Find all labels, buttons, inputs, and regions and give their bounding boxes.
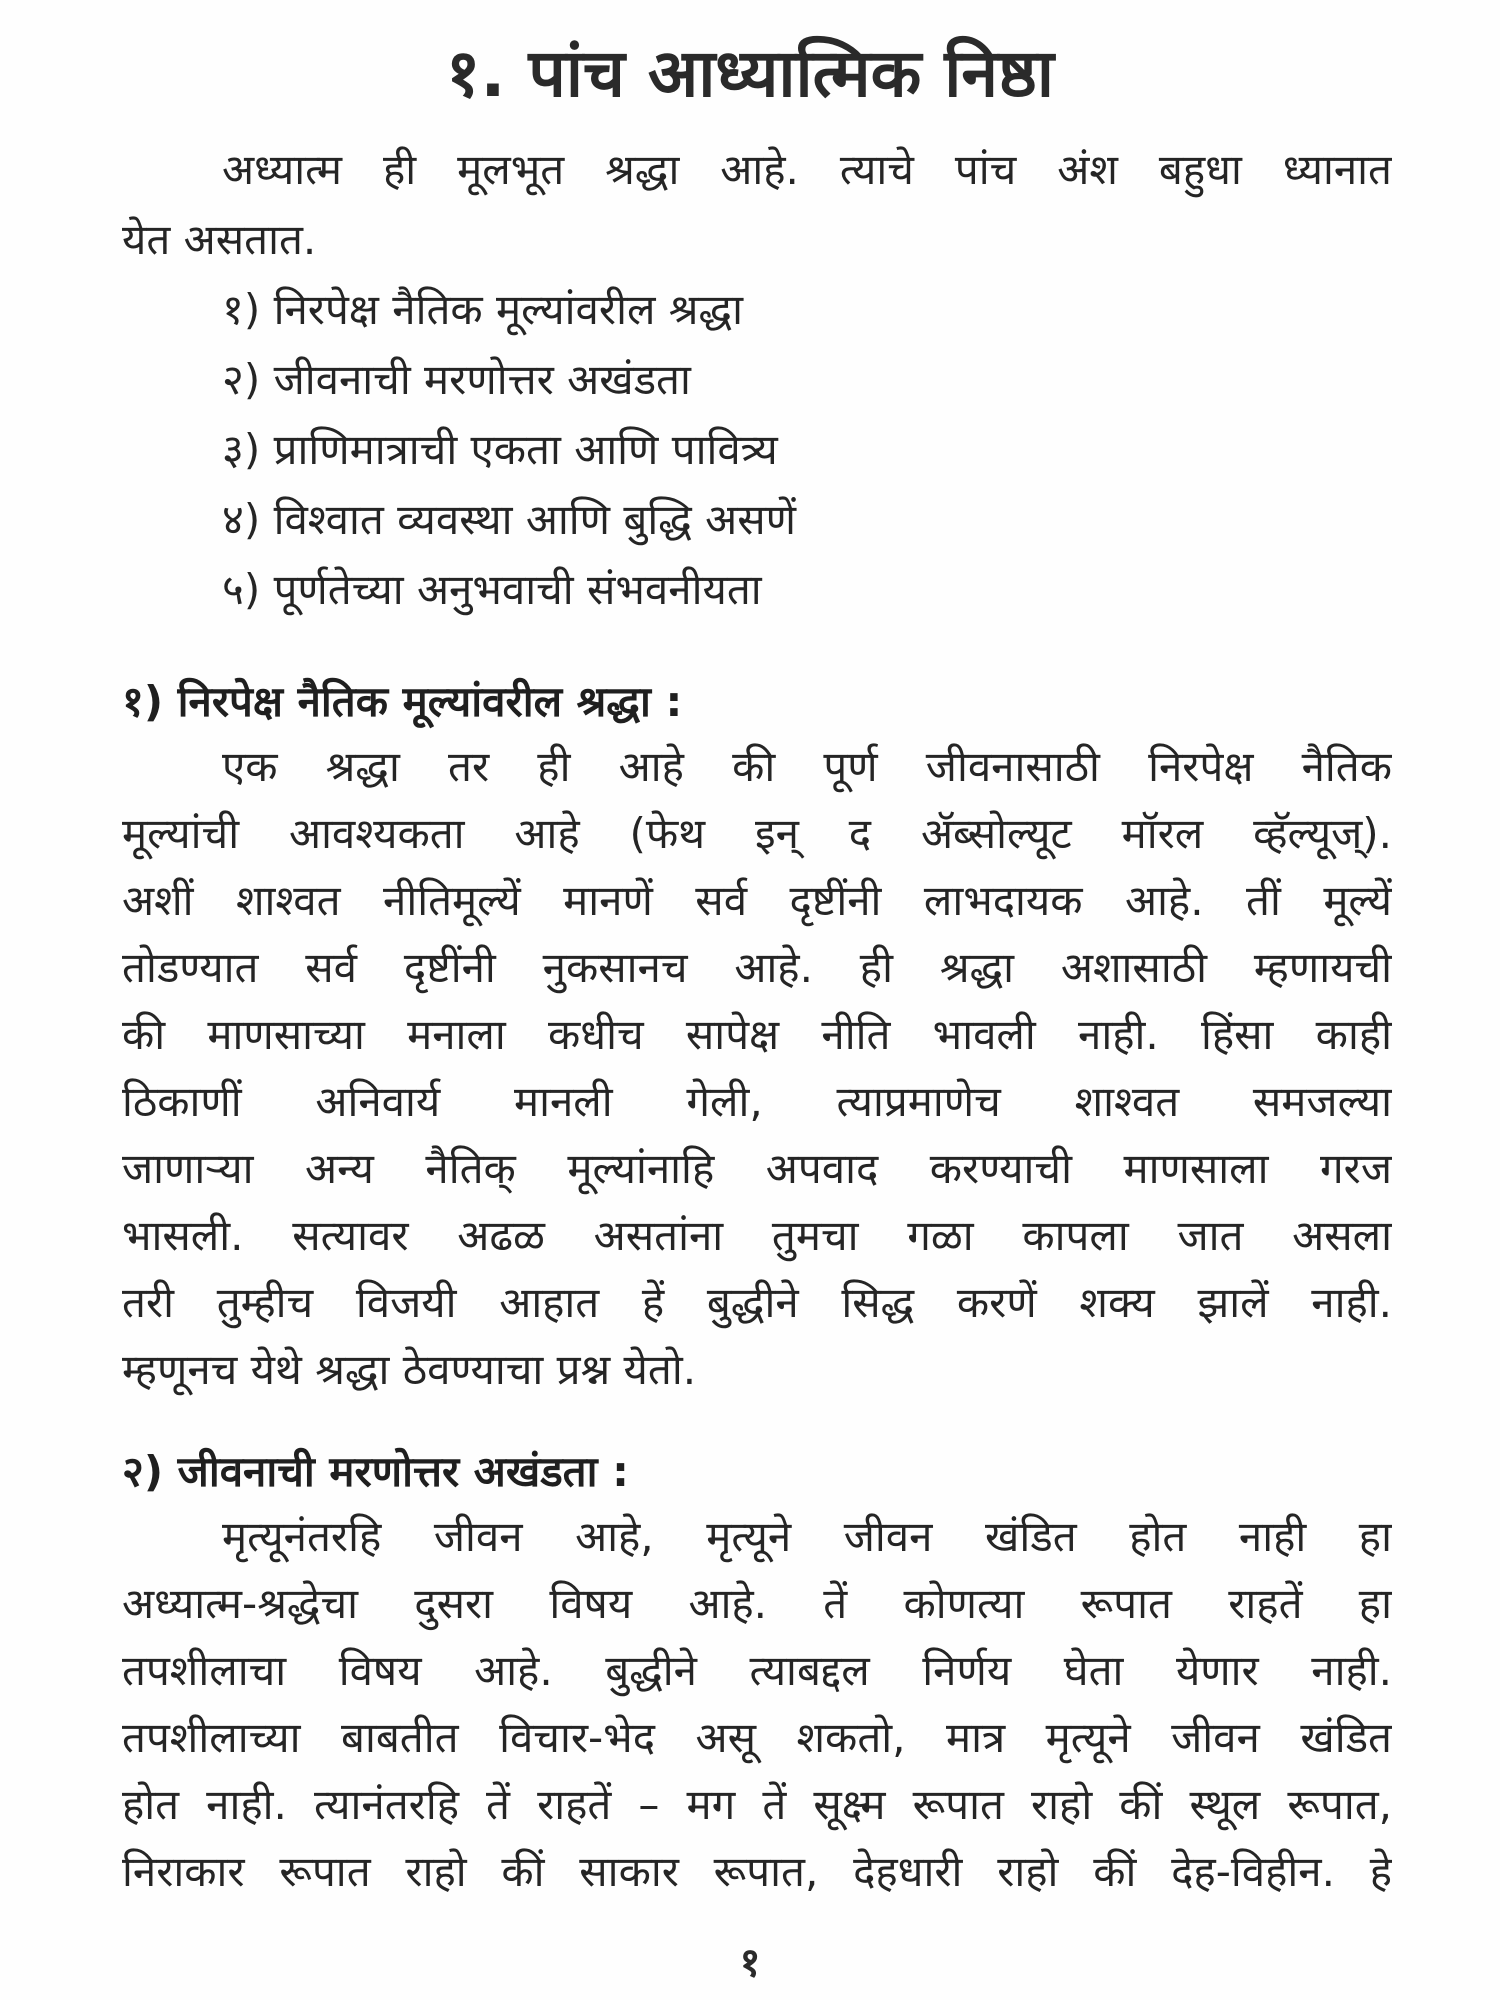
section1-line-2: मूल्यांची आवश्यकता आहे (फेथ इन् द ॲब्सोल्यूट मॉरल व्हॅल्यूज्). xyxy=(122,809,1392,858)
section-heading-2: २) जीवनाची मरणोत्तर अखंडता : xyxy=(122,1447,629,1496)
page-number: १ xyxy=(739,1940,761,1986)
intro-line-1: अध्यात्म ही मूलभूत श्रद्धा आहे. त्याचे पांच अंश बहुधा ध्यानात xyxy=(222,145,1392,194)
page-title: १. पांच आध्यात्मिक निष्ठा xyxy=(446,35,1054,112)
list-item-5: ५) पूर्णतेच्या अनुभवाची संभवनीयता xyxy=(222,565,762,614)
section2-line-3: तपशीलाचा विषय आहे. बुद्धीने त्याबद्दल निर्णय घेता येणार नाही. xyxy=(122,1646,1392,1695)
list-item-4: ४) विश्वात व्यवस्था आणि बुद्धि असणें xyxy=(222,495,796,544)
list-item-2: २) जीवनाची मरणोत्तर अखंडता xyxy=(222,355,691,404)
section1-line-5: की माणसाच्या मनाला कधीच सापेक्ष नीति भावली नाही. हिंसा काही xyxy=(122,1010,1392,1059)
list-item-3: ३) प्राणिमात्राची एकता आणि पावित्र्य xyxy=(222,425,778,474)
section1-line-9: तरी तुम्हीच विजयी आहात हें बुद्धीने सिद्ध करणें शक्य झालें नाही. xyxy=(122,1278,1392,1327)
section1-line-3: अशीं शाश्वत नीतिमूल्यें मानणें सर्व दृष्टींनी लाभदायक आहे. तीं मूल्यें xyxy=(122,876,1392,925)
list-item-1: १) निरपेक्ष नैतिक मूल्यांवरील श्रद्धा xyxy=(222,285,743,334)
section1-line-10: म्हणूनच येथे श्रद्धा ठेवण्याचा प्रश्न येतो. xyxy=(122,1345,697,1394)
section1-line-6: ठिकाणीं अनिवार्य मानली गेली, त्याप्रमाणेच शाश्वत समजल्या xyxy=(122,1077,1392,1126)
section2-line-6: निराकार रूपात राहो कीं साकार रूपात, देहधारी राहो कीं देह-विहीन. हे xyxy=(122,1847,1392,1896)
section2-line-5: होत नाही. त्यानंतरहि तें राहतें – मग तें सूक्ष्म रूपात राहो कीं स्थूल रूपात, xyxy=(122,1780,1392,1829)
section2-line-4: तपशीलाच्या बाबतीत विचार-भेद असू शकतो, मात्र मृत्यूने जीवन खंडित xyxy=(122,1713,1392,1762)
intro-line-2: येत असतात. xyxy=(122,215,317,264)
section-heading-1: १) निरपेक्ष नैतिक मूल्यांवरील श्रद्धा : xyxy=(122,677,683,726)
section1-line-4: तोडण्यात सर्व दृष्टींनी नुकसानच आहे. ही श्रद्धा अशासाठी म्हणायची xyxy=(122,943,1392,992)
section1-line-1: एक श्रद्धा तर ही आहे की पूर्ण जीवनासाठी निरपेक्ष नैतिक xyxy=(222,742,1392,791)
section2-line-1: मृत्यूनंतरहि जीवन आहे, मृत्यूने जीवन खंडित होत नाही हा xyxy=(222,1512,1392,1561)
section1-line-8: भासली. सत्यावर अढळ असतांना तुमचा गळा कापला जात असला xyxy=(122,1211,1392,1260)
section2-line-2: अध्यात्म-श्रद्धेचा दुसरा विषय आहे. तें कोणत्या रूपात राहतें हा xyxy=(122,1579,1392,1628)
section1-line-7: जाणाऱ्या अन्य नैतिक् मूल्यांनाहि अपवाद करण्याची माणसाला गरज xyxy=(122,1144,1392,1193)
